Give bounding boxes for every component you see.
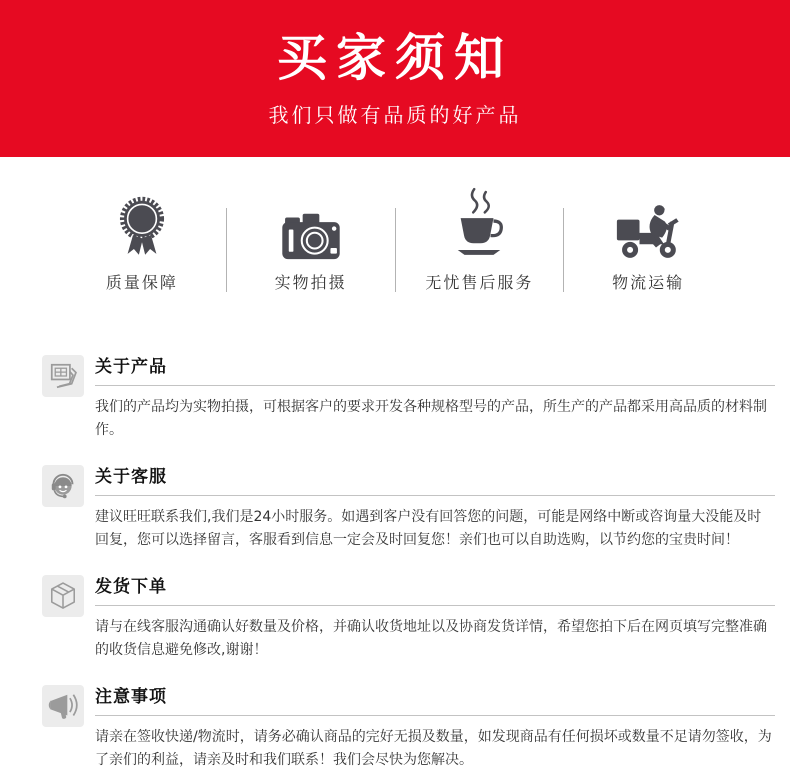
feature-quality — [58, 185, 226, 292]
feature-label: 无忧售后服务 — [425, 273, 534, 292]
customer-service-icon — [42, 465, 84, 507]
section-text: 请与在线客服沟通确认好数量及价格，并确认收货地址以及协商发货详情，希望您拍下后在网页填写完整准确的收货信息避免修改,谢谢！ — [95, 619, 767, 658]
feature-label: 质量保障 — [105, 273, 178, 292]
section-order-shipping — [42, 572, 775, 662]
section-title: 关于产品 — [95, 352, 775, 386]
section-text: 建议旺旺联系我们,我们是24小时服务。如遇到客户没有回答您的问题，可能是网络中断或咨询量大没能及时回复，您可以选择留言，客服看到信息一定会及时回复您！亲们也可以自助选购，以节约您的宝贵时间！ — [95, 509, 762, 548]
buyer-notice-banner — [0, 0, 790, 157]
section-about-product — [42, 352, 775, 442]
feature-after-sales — [396, 185, 564, 292]
feature-real-photo — [227, 185, 395, 292]
section-text: 请亲在签收快递/物流时，请务必确认商品的完好无损及数量，如发现商品有任何损坏或数量不足请勿签收，为了亲们的利益，请亲及时和我们联系！我们会尽快为您解决。 — [95, 729, 772, 768]
megaphone-icon — [42, 685, 84, 727]
page-title: 买家须知 — [277, 29, 513, 87]
section-title: 关于客服 — [95, 462, 775, 496]
feature-label: 实物拍摄 — [274, 273, 347, 292]
section-title: 发货下单 — [95, 572, 775, 606]
feature-logistics — [564, 185, 732, 292]
camera-icon — [280, 185, 342, 261]
medal-icon — [115, 185, 169, 261]
documents-icon — [42, 355, 84, 397]
coffee-cup-icon — [451, 185, 507, 261]
feature-row — [58, 185, 732, 292]
page-subtitle: 我们只做有品质的好产品 — [268, 103, 522, 127]
section-precautions — [42, 682, 775, 772]
delivery-scooter-icon — [615, 185, 681, 261]
notice-sections — [0, 352, 790, 772]
section-text: 我们的产品均为实物拍摄，可根据客户的要求开发各种规格型号的产品，所生产的产品都采用高品质的材料制作。 — [95, 399, 767, 438]
section-customer-service — [42, 462, 775, 552]
package-box-icon — [42, 575, 84, 617]
section-title: 注意事项 — [95, 682, 775, 716]
feature-label: 物流运输 — [612, 273, 685, 292]
